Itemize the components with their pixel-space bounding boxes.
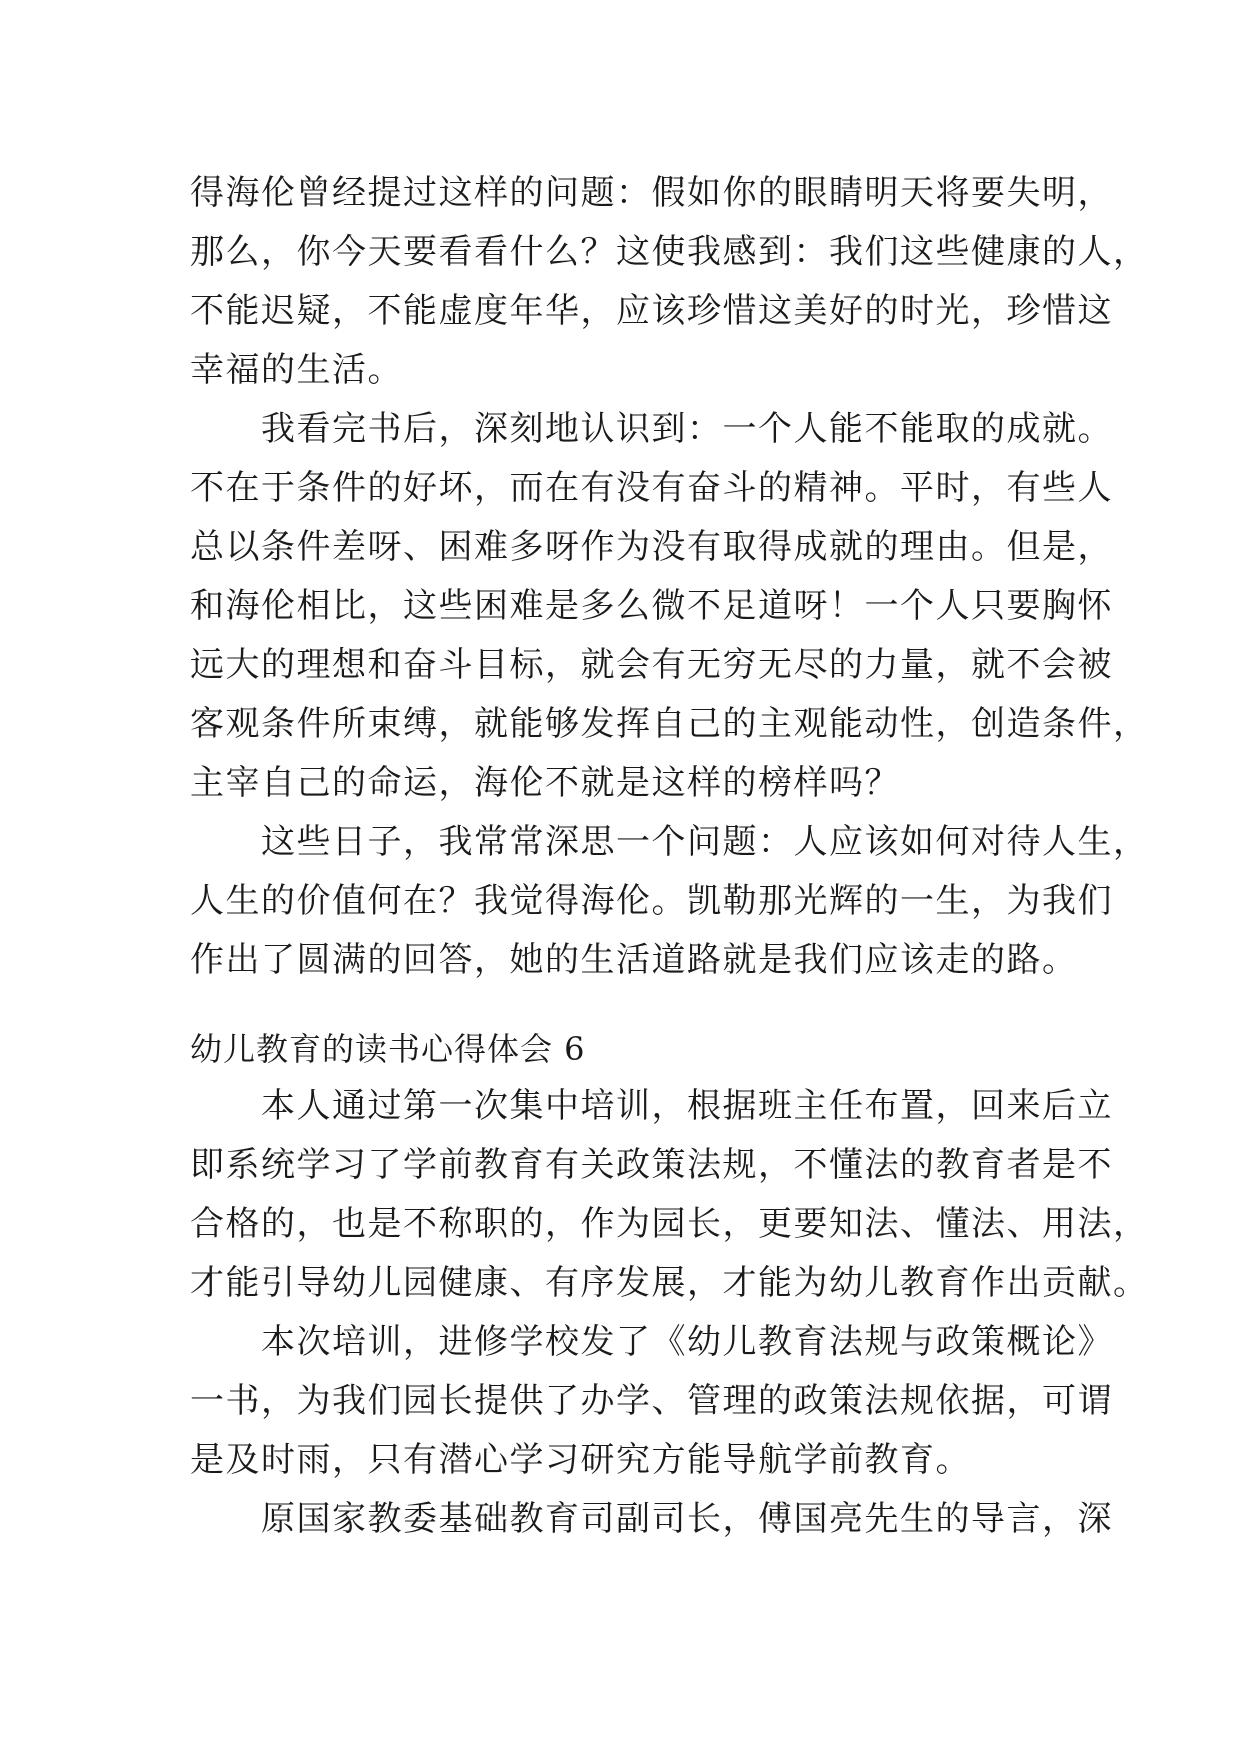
text-line: 合格的，也是不称职的，作为园长，更要知法、懂法、用法， [190, 1204, 1149, 1244]
text-line: 幸福的生活。 [190, 350, 403, 390]
text-line: 得海伦曾经提过这样的问题：假如你的眼睛明天将要失明， [190, 173, 1113, 213]
text-line: 远大的理想和奋斗目标，就会有无穷无尽的力量，就不会被 [190, 645, 1113, 685]
text-line: 不能迟疑，不能虚度年华，应该珍惜这美好的时光，珍惜这 [190, 291, 1113, 331]
text-line: 那么，你今天要看看什么？这使我感到：我们这些健康的人， [190, 232, 1149, 272]
text-line: 作出了圆满的回答，她的生活道路就是我们应该走的路。 [190, 940, 1078, 980]
text-line: 人生的价值何在？我觉得海伦。凯勒那光辉的一生，为我们 [190, 881, 1113, 921]
section-1-body [190, 164, 1149, 990]
text-line: 我看完书后，深刻地认识到：一个人能不能取的成就。 [190, 409, 1113, 449]
text-line: 客观条件所束缚，就能够发挥自己的主观能动性，创造条件， [190, 704, 1149, 744]
text-line: 不在于条件的好坏，而在有没有奋斗的精神。平时，有些人 [190, 468, 1113, 508]
text-line: 总以条件差呀、困难多呀作为没有取得成就的理由。但是， [190, 527, 1113, 567]
section-heading: 幼儿教育的读书心得体会 6 [190, 1030, 586, 1068]
text-line: 主宰自己的命运，海伦不就是这样的榜样吗？ [190, 763, 900, 803]
text-line: 这些日子，我常常深思一个问题：人应该如何对待人生， [190, 822, 1149, 862]
text-line: 即系统学习了学前教育有关政策法规，不懂法的教育者是不 [190, 1145, 1113, 1185]
section-2-body [190, 1077, 1149, 1549]
text-line: 原国家教委基础教育司副司长，傅国亮先生的导言，深 [190, 1499, 1113, 1539]
text-line: 一书，为我们园长提供了办学、管理的政策法规依据，可谓 [190, 1381, 1113, 1421]
text-line: 是及时雨，只有潜心学习研究方能导航学前教育。 [190, 1440, 971, 1480]
text-line: 本人通过第一次集中培训，根据班主任布置，回来后立 [190, 1086, 1113, 1126]
text-line: 本次培训，进修学校发了《幼儿教育法规与政策概论》 [190, 1322, 1113, 1362]
text-line: 和海伦相比，这些困难是多么微不足道呀！一个人只要胸怀 [190, 586, 1113, 626]
text-line: 才能引导幼儿园健康、有序发展，才能为幼儿教育作出贡献。 [190, 1263, 1149, 1303]
